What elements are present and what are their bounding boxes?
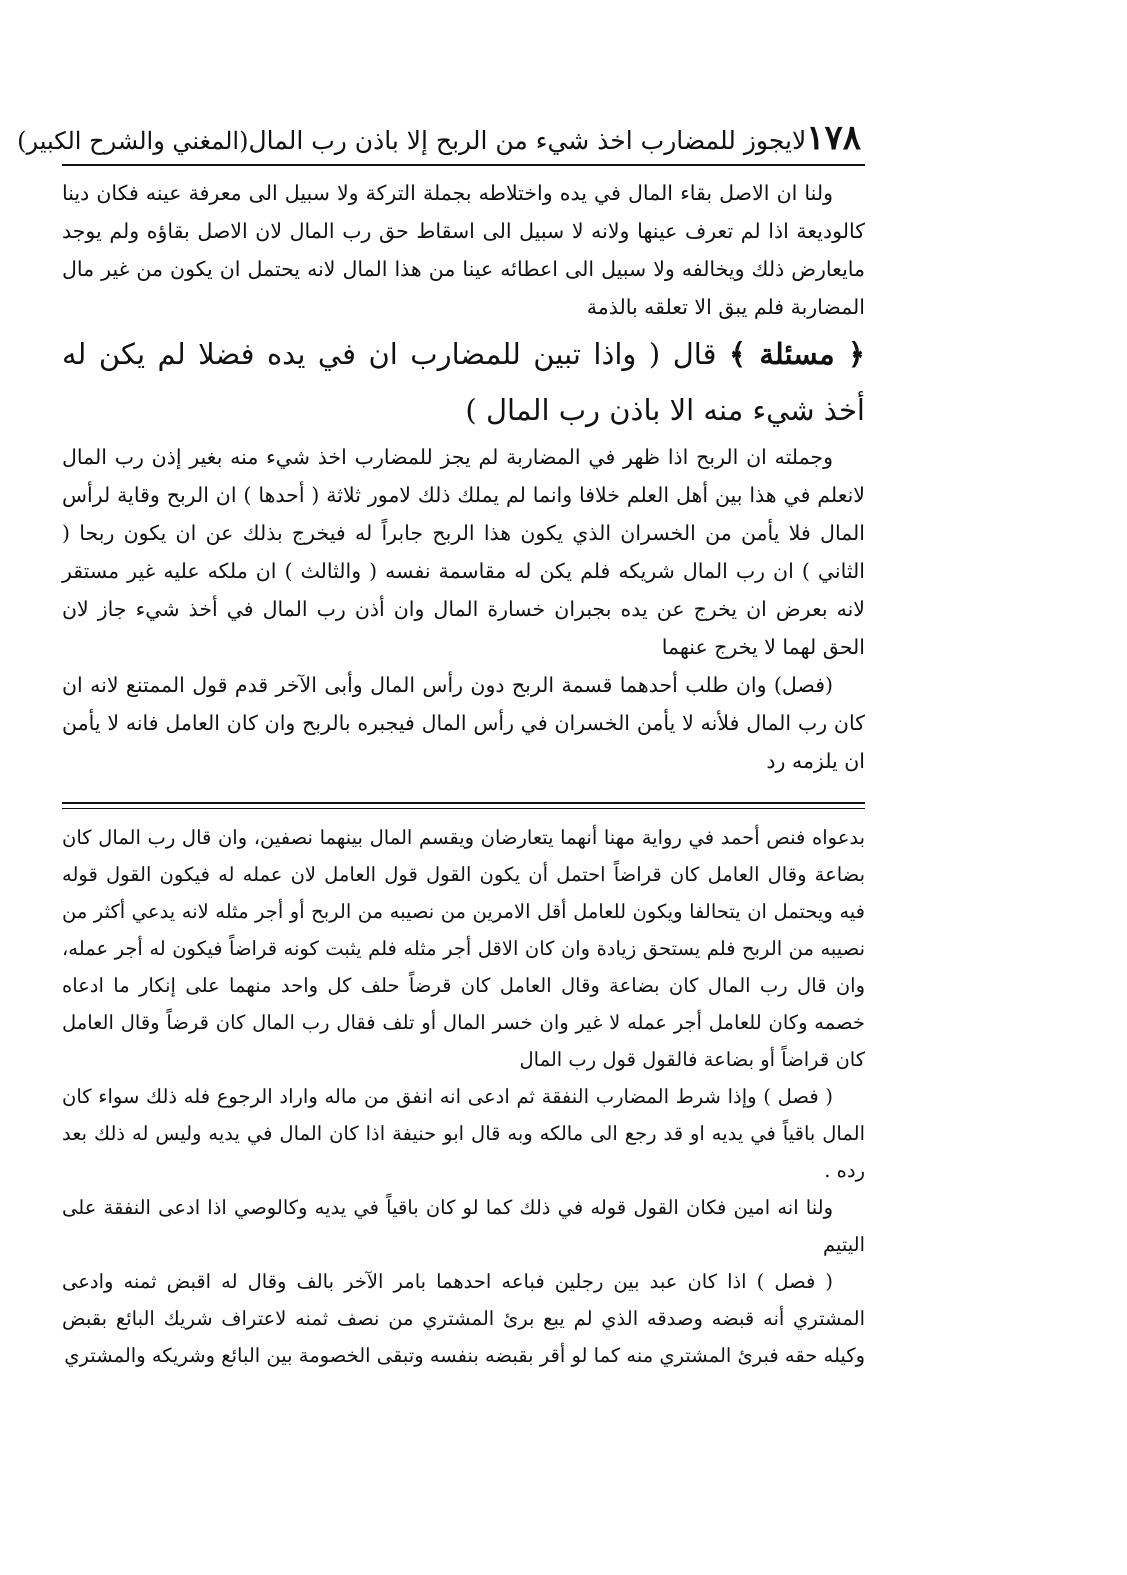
section-divider (62, 802, 865, 809)
page-number: ١٧٨ (806, 118, 861, 158)
masala-text: قال ( واذا تبين للمضارب ان في يده فضلا لم يكن له أخذ شيء منه الا باذن رب المال ) (62, 337, 865, 427)
page-header (17, 118, 865, 166)
book-page (17, 118, 866, 1374)
commentary-paragraph: ( فصل ) وإذا شرط المضارب النفقة ثم ادعى انه انفق من ماله واراد الرجوع فله ذلك سواء كان المال باقياً في يديه او قد رجع الى مالكه وبه قال ابو حنيفة اذا كان المال في يديه وليس له ذلك بعد رده . (62, 1085, 865, 1182)
masala-heading (62, 326, 865, 438)
commentary-text (62, 819, 865, 1374)
main-paragraph: وجملته ان الربح اذا ظهر في المضاربة لم يجز للمضارب اخذ شيء منه بغير إذن رب المال لانعلم في هذا بين أهل العلم خلافا وانما لم يملك ذلك لامور ثلاثة ( أحدها ) ان الربح وقاية لرأس المال فلا يأمن من الخسران الذي يكون هذا الربح جابراً له فيخرج بذلك عن ان يكون ربحا ( الثاني ) ان رب المال شريكه فلم يكن له مقاسمة نفسه ( والثالث ) ان ملكه عليه غير مستقر لانه بعرض ان يخرج عن يده بجبران خسارة المال وان أذن رب المال في أخذ شيء جاز لان الحق لهما لا يخرج عنهما (62, 445, 865, 659)
main-text (62, 174, 865, 780)
page-running-title: لايجوز للمضارب اخذ شيء من الربح إلا باذن رب المال (248, 126, 807, 155)
main-paragraph: ولنا ان الاصل بقاء المال في يده واختلاطه بجملة التركة ولا سبيل الى معرفة عينه فكان دينا كالوديعة اذا لم تعرف عينها ولانه لا سبيل الى اسقاط حق رب المال لان الاصل بقاؤه ولم يوجد مايعارض ذلك ويخالفه ولا سبيل الى اعطائه عينا من هذا المال لانه يحتمل ان يكون من غير مال المضاربة فلم يبق الا تعلقه بالذمة (62, 181, 865, 319)
book-title: (المغني والشرح الكبير) (17, 127, 249, 155)
main-paragraph: (فصل) وان طلب أحدهما قسمة الربح دون رأس المال وأبى الآخر قدم قول الممتنع لانه ان كان رب المال فلأنه لا يأمن الخسران في رأس المال فيجبره بالربح وان كان العامل فانه لا يأمن ان يلزمه رد (62, 673, 865, 773)
commentary-paragraph: ( فصل ) اذا كان عبد بين رجلين فباعه احدهما بامر الآخر بالف وقال له اقبض ثمنه وادعى المشتري أنه قبضه وصدقه الذي لم يبع برئ المشتري من نصف ثمنه لاعتراف شريك البائع بقبض وكيله حقه فبرئ المشتري منه كما لو أقر بقبضه بنفسه وتبقى الخصومة بين البائع وشريكه والمشتري (62, 1270, 865, 1367)
commentary-paragraph: ولنا انه امين فكان القول قوله في ذلك كما لو كان باقياً في يديه وكالوصي اذا ادعى النفقة على اليتيم (62, 1196, 865, 1256)
masala-label: ﴿ مسئلة ﴾ (729, 337, 866, 371)
commentary-paragraph: بدعواه فنص أحمد في رواية مهنا أنهما يتعارضان ويقسم المال بينهما نصفين، وان قال رب المال كان بضاعة وقال العامل كان قراضاً احتمل أن يكون القول قول العامل لان عمله له فيكون القول قوله فيه ويحتمل ان يتحالفا ويكون للعامل أقل الامرين من نصيبه من الربح أو أجر مثله لانه يدعي أكثر من نصيبه من الربح فلم يستحق زيادة وان كان الاقل أجر مثله فلم يثبت كونه قراضاً فيكون له أجر عمله، وان قال رب المال كان بضاعة وقال العامل كان قرضاً حلف كل واحد منهما على إنكار ما ادعاه خصمه وكان للعامل أجر عمله لا غير وان خسر المال أو تلف فقال رب المال كان قرضاً وقال العامل كان قراضاً أو بضاعة فالقول قول رب المال (62, 826, 865, 1071)
